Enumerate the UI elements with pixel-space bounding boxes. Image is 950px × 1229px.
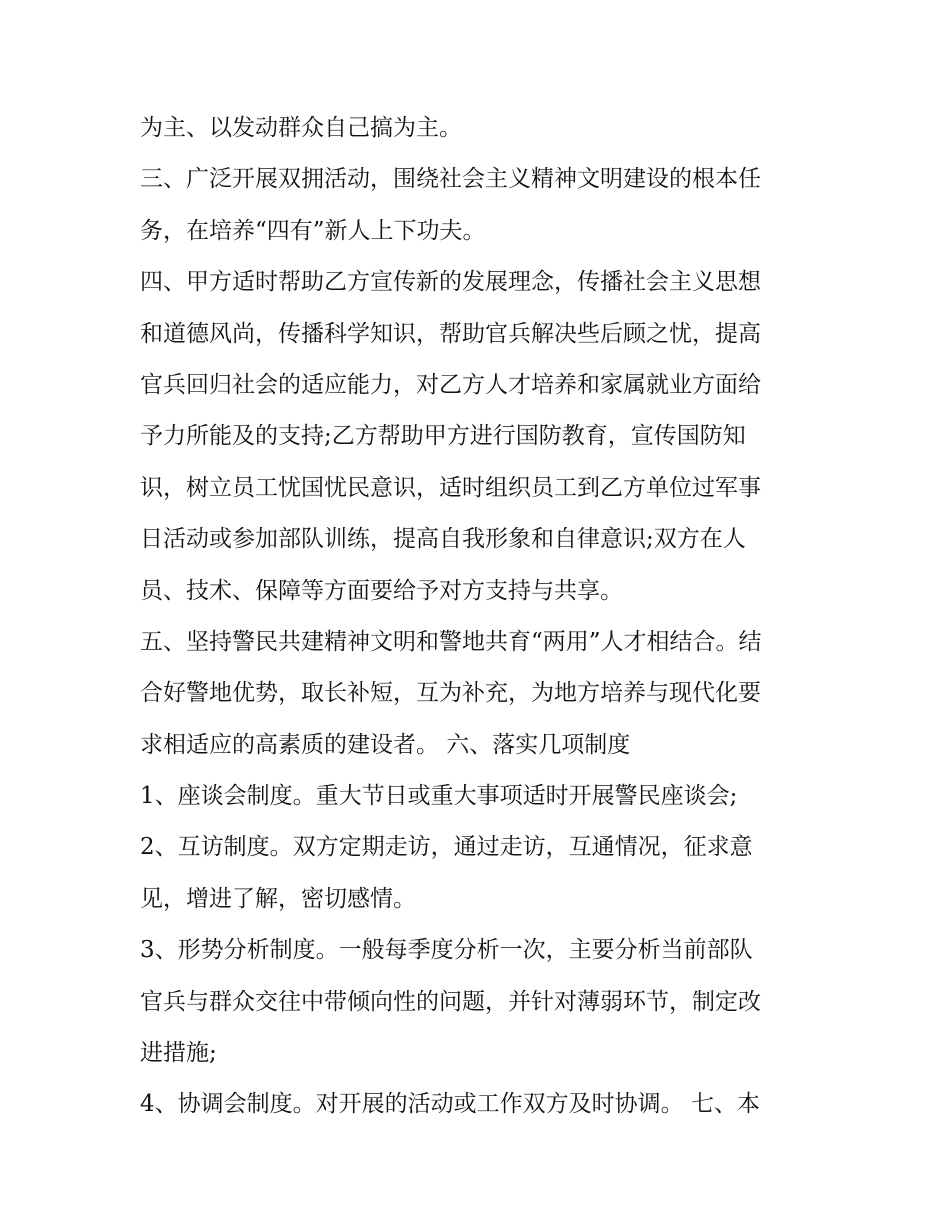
- text-line: 五、坚持警民共建精神文明和警地共育“两用”人才相结合。结: [140, 628, 762, 655]
- text-line: 三、广泛开展双拥活动，围绕社会主义精神文明建设的根本任: [140, 166, 761, 193]
- text-line: 2、互访制度。双方定期走访，通过走访，互通情况，征求意: [140, 834, 753, 861]
- text-line: 合好警地优势，取长补短，互为补充，为地方培养与现代化要: [140, 680, 761, 707]
- text-line: 四、甲方适时帮助乙方宣传新的发展理念，传播社会主义思想: [140, 269, 761, 296]
- text-line: 求相适应的高素质的建设者。 六、落实几项制度: [140, 731, 631, 758]
- text-line: 予力所能及的支持;乙方帮助甲方进行国防教育，宣传国防知: [140, 423, 746, 450]
- text-line: 3、形势分析制度。一般每季度分析一次，主要分析当前部队: [140, 937, 753, 964]
- text-line: 和道德风尚，传播科学知识，帮助官兵解决些后顾之忧，提高: [140, 320, 761, 347]
- text-line: 进措施;: [140, 1040, 217, 1067]
- text-line: 务，在培养“四有”新人上下功夫。: [140, 217, 486, 244]
- text-line: 官兵与群众交往中带倾向性的问题，并针对薄弱环节，制定改: [140, 988, 761, 1015]
- text-line: 4、协调会制度。对开展的活动或工作双方及时协调。 七、本: [140, 1091, 760, 1118]
- text-line: 见，增进了解，密切感情。: [140, 885, 416, 912]
- text-line: 员、技术、保障等方面要给予对方支持与共享。: [140, 577, 623, 604]
- text-line: 官兵回归社会的适应能力，对乙方人才培养和家属就业方面给: [140, 371, 761, 398]
- text-line: 识，树立员工忧国忧民意识，适时组织员工到乙方单位过军事: [140, 474, 761, 501]
- text-line: 日活动或参加部队训练，提高自我形象和自律意识;双方在人: [140, 526, 746, 553]
- document-body: [140, 103, 820, 1131]
- text-line: 为主、以发动群众自己搞为主。: [140, 115, 462, 141]
- text-line: 1、座谈会制度。重大节日或重大事项适时开展警民座谈会;: [140, 783, 738, 810]
